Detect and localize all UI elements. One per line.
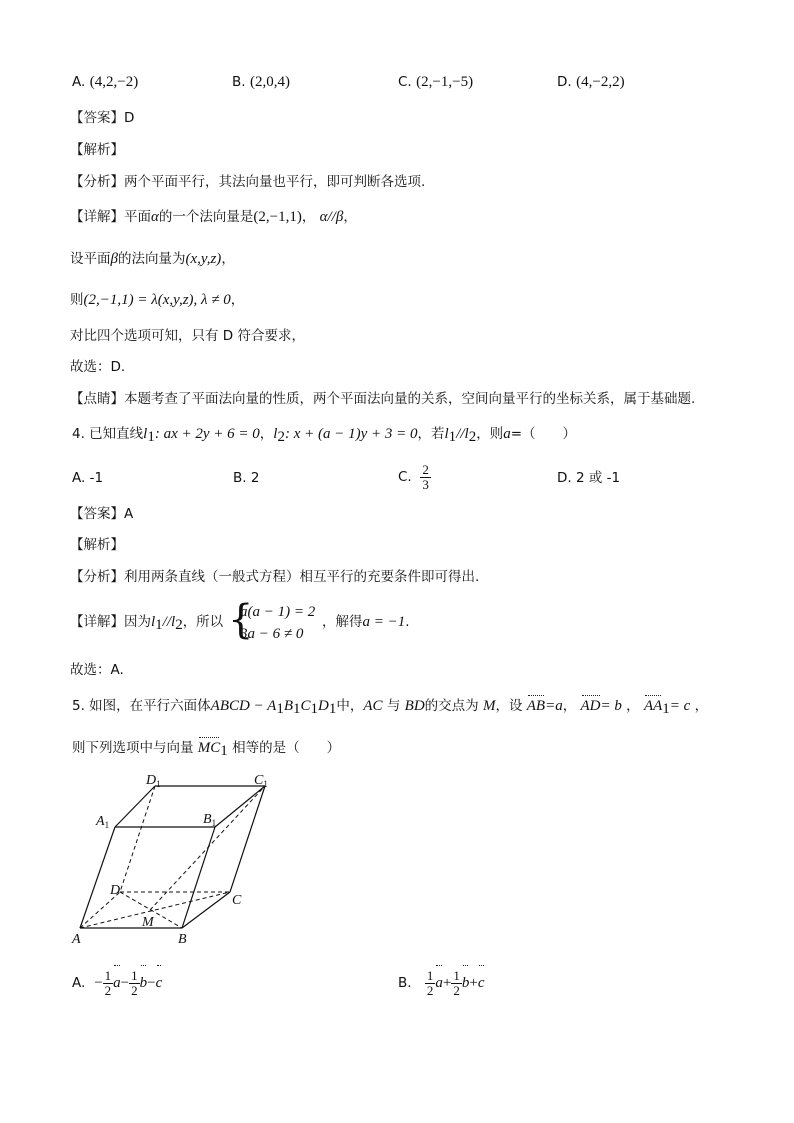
q4-answer: 【答案】A <box>70 506 134 522</box>
q4-option-d: D. 2 或 -1 <box>557 470 621 486</box>
label-a1: $A_1$ <box>96 814 110 830</box>
q4-system-eq1: a(a − 1) = 2 <box>240 604 316 620</box>
label-d1: $D_1$ <box>146 773 161 789</box>
label-d: D <box>110 883 121 898</box>
label-c1: $C_1$ <box>254 773 268 789</box>
edge-c1-b1 <box>215 786 265 827</box>
label-m: M <box>142 915 154 930</box>
label-b1: $B_1$ <box>203 812 217 828</box>
diag-a-c <box>80 892 230 928</box>
label-a: A <box>72 932 81 947</box>
q4-stem: 4. 已知直线$l_1$: ax + 2y + 6 = 0，$l_2$: x + (a − 1)y + 3 = 0，若$l_1//l_2$，则a=（ ） <box>72 426 576 445</box>
q3-detail-line1: 【详解】平面α的一个法向量是(2,−1,1)， α//β， <box>70 209 357 225</box>
edge-c1-c <box>230 786 265 892</box>
q3-option-d: D. (4,−2,2) <box>557 74 625 90</box>
q4-option-a: A. -1 <box>72 470 104 486</box>
q5-option-a: A. − $\frac{1}{2}$ a− $\frac{1}{2}$ b−c <box>72 966 162 1000</box>
label-c: C <box>232 893 242 908</box>
q5-option-b: B. $\frac{1}{2}$ a+ $\frac{1}{2}$ b+c <box>398 966 485 1000</box>
q3-detail-line4: 对比四个选项可知，只有 D 符合要求， <box>70 328 305 344</box>
line-m-c1 <box>150 786 265 910</box>
q4-option-c: C. $\frac{2}{3}$ <box>398 461 429 492</box>
q4-system-brace: { <box>228 597 254 643</box>
q4-choose: 故选：A. <box>70 662 124 678</box>
q4-option-b: B. 2 <box>233 470 260 486</box>
q3-answer: 【答案】D <box>70 110 135 126</box>
q3-option-b: B. (2,0,4) <box>232 74 291 90</box>
q4-detail-result: ，解得a = −1. <box>322 614 410 630</box>
q4-analysis-tag: 【解析】 <box>70 537 124 553</box>
q3-detail-line2: 设平面β的法向量为(x,y,z)， <box>70 251 235 267</box>
q3-analysis-tag: 【解析】 <box>70 142 124 158</box>
q3-option-a: A. (4,2,−2) <box>72 74 139 90</box>
edge-a1-d1 <box>115 786 155 827</box>
edge-b1-b <box>182 827 215 928</box>
q5-stem-line2: 则下列选项中与向量 $MC_1$ 相等的是（ ） <box>72 740 341 759</box>
q4-system-eq2: 3a − 6 ≠ 0 <box>240 626 304 642</box>
q3-option-c: C. (2,−1,−5) <box>398 74 474 90</box>
parallelepiped-figure <box>70 770 290 950</box>
q4-detail: 【详解】因为$l_1//l_2$，所以 <box>70 614 224 633</box>
q3-choose: 故选：D. <box>70 359 126 375</box>
q3-fenxi: 【分析】两个平面平行，其法向量也平行，即可判断各选项. <box>70 174 426 190</box>
q3-detail-line3: 则(2,−1,1) = λ(x,y,z), λ ≠ 0， <box>70 292 245 308</box>
q5-stem-line1: 5. 如图，在平行六面体ABCD − $A_1B_1C_1D_1$中，AC 与 BD的交点为 M，设 AB=a， AD= b ， $AA_1= c$ ， <box>72 698 709 717</box>
q4-fenxi: 【分析】利用两条直线（一般式方程）相互平行的充要条件即可得出. <box>70 569 480 585</box>
edge-d1-d <box>120 786 155 892</box>
label-b: B <box>178 932 187 947</box>
q3-dianjing: 【点睛】本题考查了平面法向量的性质，两个平面法向量的关系，空间向量平行的坐标关系，属于基础题. <box>70 391 696 407</box>
